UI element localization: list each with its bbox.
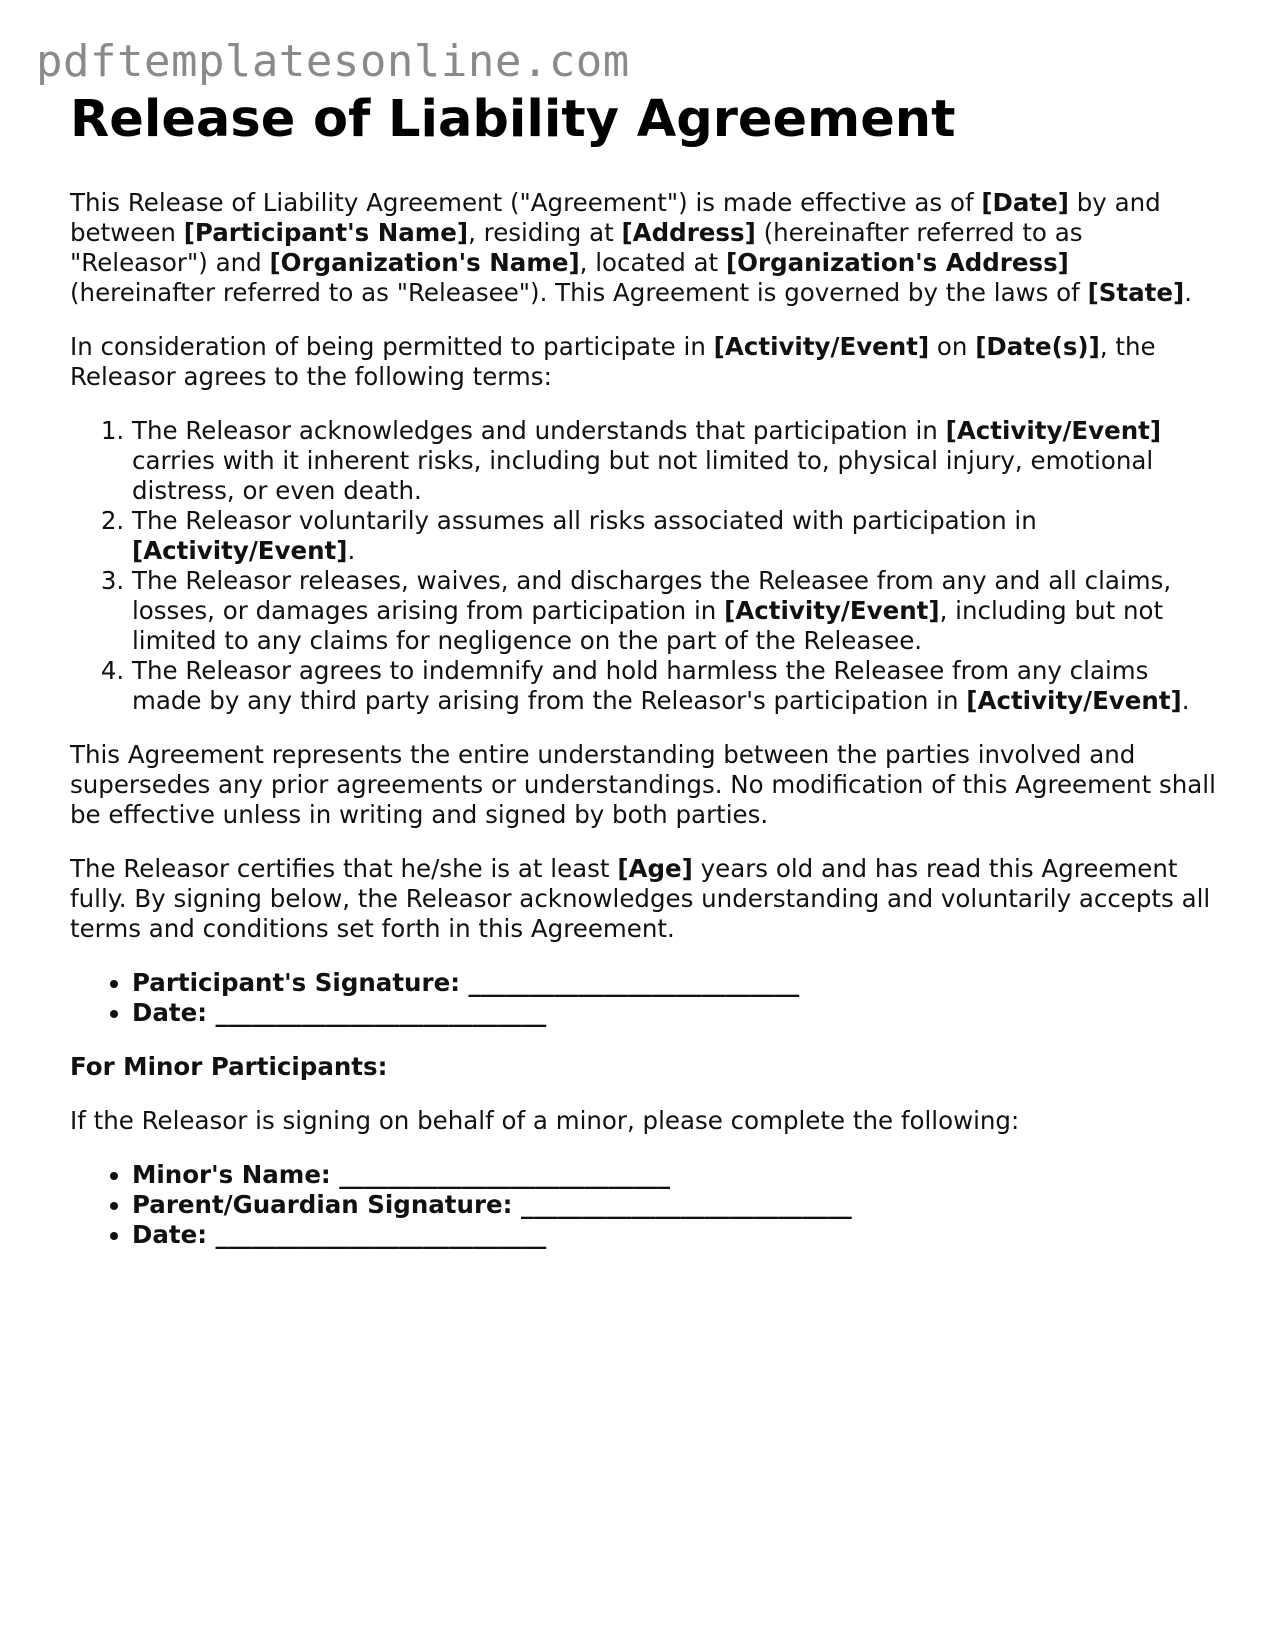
placeholder-activity: [Activity/Event]	[713, 332, 930, 361]
intro-paragraph	[70, 188, 1220, 308]
placeholder-activity: [Activity/Event]	[966, 686, 1182, 715]
term-text: carries with it inherent risks, including but not limited to, physical injury, emotional distress, or even death.	[132, 446, 1154, 505]
terms-list	[70, 416, 1220, 716]
field-label: Minor's Name: ___________________________	[132, 1160, 671, 1189]
participant-signature-field[interactable]	[132, 968, 1220, 998]
participant-date-field[interactable]	[132, 998, 1220, 1028]
intro-text: (hereinafter referred to as "Releasee"). This Agreement is governed by the laws of	[70, 278, 1088, 307]
signature-list	[70, 968, 1220, 1028]
placeholder-activity: [Activity/Event]	[132, 536, 348, 565]
term-text: The Releasor voluntarily assumes all risks associated with participation in	[132, 506, 1037, 535]
placeholder-participant-name: [Participant's Name]	[183, 218, 469, 247]
intro-text: by and between	[70, 188, 1161, 247]
minor-name-field[interactable]	[132, 1160, 1220, 1190]
minor-date-field[interactable]	[132, 1220, 1220, 1250]
minor-fields-list	[70, 1160, 1220, 1250]
intro-text: .	[1184, 278, 1192, 307]
term-text: The Releasor agrees to indemnify and hold harmless the Releasee from any claims made by any third party arising from the Releasor's participation in	[132, 656, 1149, 715]
placeholder-activity: [Activity/Event]	[945, 416, 1162, 445]
signature-label: Date: ___________________________	[132, 998, 547, 1027]
certification-text: years old and has read this Agreement fully. By signing below, the Releasor acknowledges understanding and voluntarily accepts all terms and conditions set forth in this Agreement.	[70, 854, 1211, 943]
intro-text: , residing at	[468, 218, 622, 247]
term-text: , including but not limited to any claims for negligence on the part of the Releasee.	[132, 596, 1164, 655]
guardian-signature-field[interactable]	[132, 1190, 1220, 1220]
document-title: Release of Liability Agreement	[70, 90, 956, 149]
watermark: pdftemplatesonline.com	[36, 36, 630, 87]
intro-text: This Release of Liability Agreement ("Agreement") is made effective as of	[70, 188, 982, 217]
document-page	[70, 88, 1220, 1250]
entire-agreement-paragraph: This Agreement represents the entire understanding between the parties involved and supersedes any prior agreements or understandings. No modification of this Agreement shall be effective unless in writing and signed by both parties.	[70, 740, 1216, 829]
certification-paragraph	[70, 854, 1220, 944]
placeholder-age: [Age]	[617, 854, 693, 883]
placeholder-organization-address: [Organization's Address]	[725, 248, 1069, 277]
placeholder-address: [Address]	[621, 218, 756, 247]
term-item	[132, 656, 1220, 716]
minor-section-heading: For Minor Participants:	[70, 1052, 388, 1081]
term-text: The Releasor releases, waives, and discharges the Releasee from any and all claims, losses, or damages arising from participation in	[132, 566, 1172, 625]
consideration-text: , the Releasor agrees to the following terms:	[70, 332, 1156, 391]
intro-text: , located at	[579, 248, 726, 277]
term-item	[132, 416, 1220, 506]
placeholder-date: [Date]	[981, 188, 1069, 217]
consideration-text: on	[929, 332, 976, 361]
certification-text: The Releasor certifies that he/she is at least	[70, 854, 618, 883]
signature-label: Participant's Signature: ___________________________	[132, 968, 800, 997]
field-label: Date: ___________________________	[132, 1220, 547, 1249]
minor-intro-paragraph: If the Releasor is signing on behalf of a minor, please complete the following:	[70, 1106, 1020, 1135]
placeholder-dates: [Date(s)]	[975, 332, 1100, 361]
field-label: Parent/Guardian Signature: ___________________________	[132, 1190, 852, 1219]
term-text: .	[347, 536, 356, 565]
placeholder-activity: [Activity/Event]	[724, 596, 940, 625]
placeholder-organization-name: [Organization's Name]	[269, 248, 580, 277]
intro-text: (hereinafter referred to as "Releasor") and	[70, 218, 1083, 277]
term-item	[132, 506, 1220, 566]
term-item	[132, 566, 1220, 656]
term-text: The Releasor acknowledges and understands that participation in	[132, 416, 946, 445]
term-text: .	[1181, 686, 1190, 715]
placeholder-state: [State]	[1087, 278, 1185, 307]
consideration-paragraph	[70, 332, 1220, 392]
consideration-text: In consideration of being permitted to participate in	[70, 332, 714, 361]
